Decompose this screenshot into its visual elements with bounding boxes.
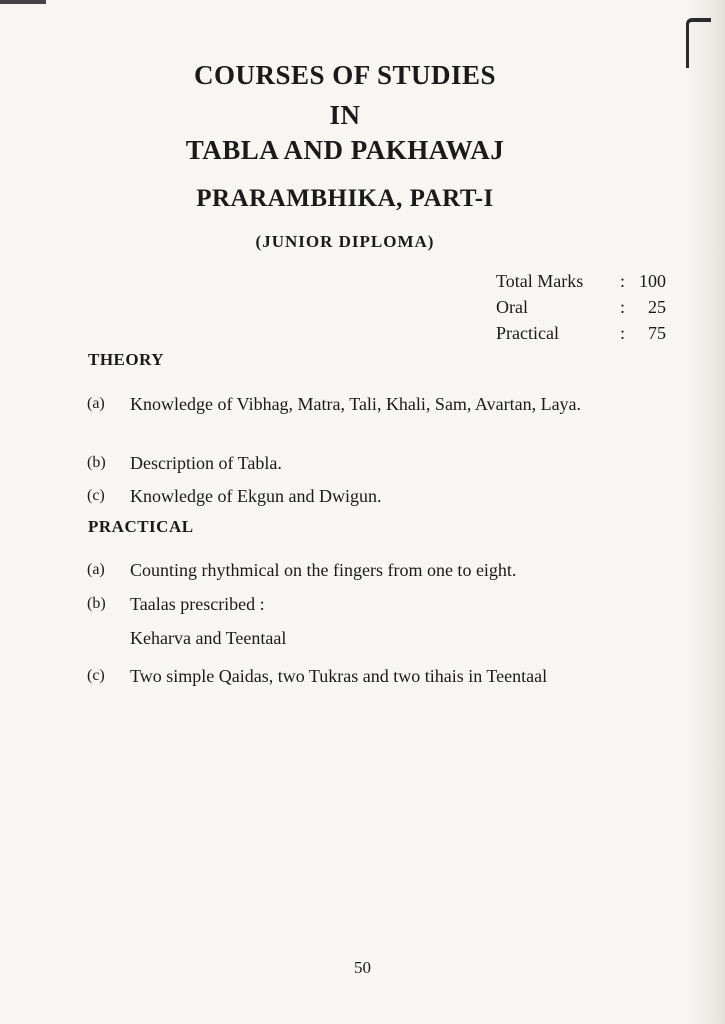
title-line-in: IN: [329, 100, 361, 130]
item-text: Knowledge of Ekgun and Dwigun.: [130, 486, 382, 506]
item-text: Knowledge of Vibhag, Matra, Tali, Khali, Sam, Avartan, Laya.: [130, 394, 582, 414]
item-marker: (b): [87, 454, 106, 471]
scan-top-stroke: [0, 0, 46, 4]
marks-label: Oral: [496, 297, 528, 317]
title-line-subject: TABLA AND PAKHAWAJ: [185, 135, 505, 165]
item-marker: (a): [87, 395, 105, 412]
practical-item: [87, 558, 662, 582]
title-line-diploma: (JUNIOR DIPLOMA): [255, 232, 435, 251]
theory-item: [87, 451, 662, 475]
theory-item: [87, 484, 662, 508]
taalas-list: Keharva and Teentaal: [130, 628, 287, 648]
marks-colon: :: [620, 323, 626, 343]
marks-row-practical: [496, 320, 666, 346]
page-number: 50: [354, 958, 371, 977]
marks-table: [496, 268, 666, 346]
title-line-level: PRARAMBHIKA, PART-I: [196, 185, 494, 212]
item-text: Counting rhythmical on the fingers from one to eight.: [130, 560, 517, 580]
item-marker: (b): [87, 595, 106, 612]
marks-colon: :: [620, 271, 626, 291]
theory-item: [87, 392, 662, 416]
item-text: Description of Tabla.: [130, 453, 282, 473]
marks-colon: :: [620, 297, 626, 317]
theory-heading: THEORY: [88, 350, 165, 369]
practical-item: [87, 664, 662, 688]
item-marker: (c): [87, 667, 105, 684]
marks-label: Total Marks: [496, 271, 584, 291]
marks-row-total: [496, 268, 666, 294]
marks-row-oral: [496, 294, 666, 320]
title-line-courses: COURSES OF STUDIES: [193, 60, 497, 90]
marks-value: 100: [639, 271, 666, 291]
marks-value: 25: [648, 297, 666, 317]
item-marker: (c): [87, 487, 105, 504]
item-text: Two simple Qaidas, two Tukras and two tihais in Teentaal: [130, 666, 548, 686]
practical-heading: PRACTICAL: [88, 517, 194, 536]
marks-value: 75: [648, 323, 666, 343]
item-marker: (a): [87, 561, 105, 578]
practical-item: [87, 592, 662, 616]
scan-edge: [685, 0, 725, 1024]
marks-label: Practical: [496, 323, 559, 343]
item-text: Taalas prescribed :: [130, 594, 265, 614]
